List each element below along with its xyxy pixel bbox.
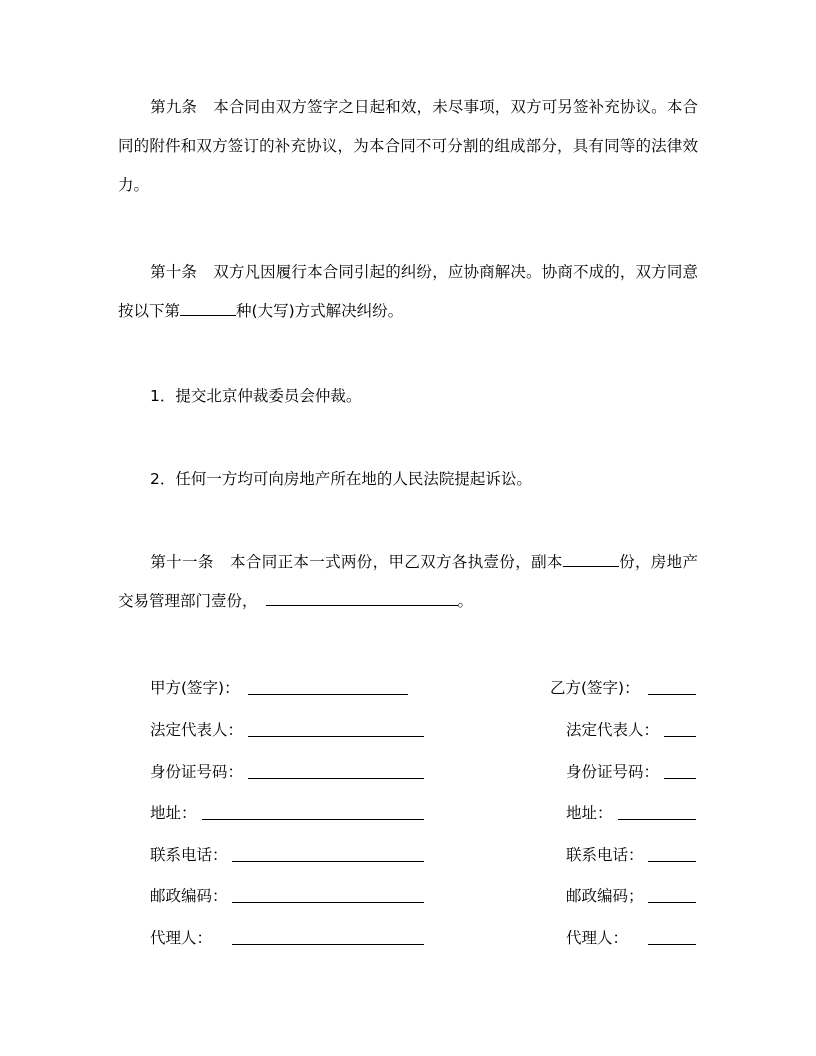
party-b-sign-line[interactable] xyxy=(648,694,696,695)
party-b-postcode-label: 邮政编码； xyxy=(566,887,644,905)
party-a-postcode-row xyxy=(150,884,430,908)
party-a-agent-row xyxy=(150,926,430,950)
party-b-rep-row xyxy=(566,718,700,742)
party-b-agent-label: 代理人： xyxy=(566,929,629,947)
party-b-sign-label: 乙方(签字)： xyxy=(550,679,640,697)
article-9-line1: 本合同由双方签字之日起和效，未尽事项，双方可另签补充协议。本 xyxy=(213,98,683,116)
copies-count-blank[interactable] xyxy=(563,551,619,567)
article-10-line1: 双方凡因履行本合同引起的纠纷，应协商解决。协商不成的，双方同 xyxy=(213,263,683,281)
article-11-heading: 第十一条 xyxy=(150,553,214,571)
party-b-address-row xyxy=(566,801,700,825)
party-a-phone-line[interactable] xyxy=(232,861,424,862)
party-b-id-line[interactable] xyxy=(664,778,696,779)
party-b-rep-label: 法定代表人： xyxy=(566,721,660,739)
article-11-line2-before: 交易管理部门壹份， xyxy=(118,592,258,610)
party-a-address-line[interactable] xyxy=(202,819,424,820)
party-a-id-row xyxy=(150,760,430,784)
party-a-address-label: 地址： xyxy=(150,804,197,822)
party-a-id-line[interactable] xyxy=(248,778,424,779)
party-b-phone-label: 联系电话： xyxy=(566,846,644,864)
article-9-heading: 第九条 xyxy=(150,98,198,116)
party-a-agent-line[interactable] xyxy=(232,944,424,945)
party-a-phone-row xyxy=(150,843,430,867)
party-b-phone-row xyxy=(566,843,700,867)
article-10 xyxy=(118,253,698,331)
option-2-text: 2．任何一方均可向房地产所在地的人民法院提起诉讼。 xyxy=(150,470,532,488)
article-11-line2-after: 。 xyxy=(457,592,474,610)
party-a-postcode-line[interactable] xyxy=(232,902,424,903)
party-a-rep-row xyxy=(150,718,430,742)
party-b-agent-line[interactable] xyxy=(648,944,696,945)
option-litigation xyxy=(118,460,698,499)
article-11-line1-before: 本合同正本一式两份，甲乙双方各执壹份，副本 xyxy=(229,553,563,571)
party-a-agent-label: 代理人： xyxy=(150,929,213,947)
party-a-sign-label: 甲方(签字)： xyxy=(150,679,240,697)
party-b-agent-row xyxy=(566,926,700,950)
option-arbitration xyxy=(118,377,698,416)
party-b-address-label: 地址： xyxy=(566,804,613,822)
party-b-postcode-row xyxy=(566,884,700,908)
party-b-phone-line[interactable] xyxy=(648,861,696,862)
party-b-id-row xyxy=(566,760,700,784)
other-copy-recipient-blank[interactable] xyxy=(266,590,458,606)
article-11-line1-after: 份，房地产 xyxy=(618,553,698,571)
party-b-id-label: 身份证号码： xyxy=(566,763,660,781)
party-b-rep-line[interactable] xyxy=(664,736,696,737)
article-9-rest: 合同的附件和双方签订的补充协议，为本合同不可分割的组成部分，具有同等的法律效力。 xyxy=(118,98,698,194)
option-1-text: 1．提交北京仲裁委员会仲裁。 xyxy=(150,387,362,405)
party-a-postcode-label: 邮政编码： xyxy=(150,887,228,905)
dispute-method-blank[interactable] xyxy=(180,300,236,316)
article-10-heading: 第十条 xyxy=(150,263,198,281)
party-a-phone-label: 联系电话： xyxy=(150,846,228,864)
party-b-address-line[interactable] xyxy=(618,819,696,820)
party-a-sign-row xyxy=(150,676,430,700)
article-11 xyxy=(118,543,698,621)
party-a-id-label: 身份证号码： xyxy=(150,763,244,781)
party-a-sign-line[interactable] xyxy=(248,694,408,695)
party-a-rep-label: 法定代表人： xyxy=(150,721,244,739)
article-9 xyxy=(118,88,698,205)
party-b-postcode-line[interactable] xyxy=(648,902,696,903)
party-b-sign-row xyxy=(550,676,700,700)
party-a-rep-line[interactable] xyxy=(248,736,424,737)
article-10-line2-after: 种(大写)方式解决纠纷。 xyxy=(236,302,404,320)
party-a-address-row xyxy=(150,801,430,825)
article-10-line2-before: 意按以下第 xyxy=(118,263,698,320)
